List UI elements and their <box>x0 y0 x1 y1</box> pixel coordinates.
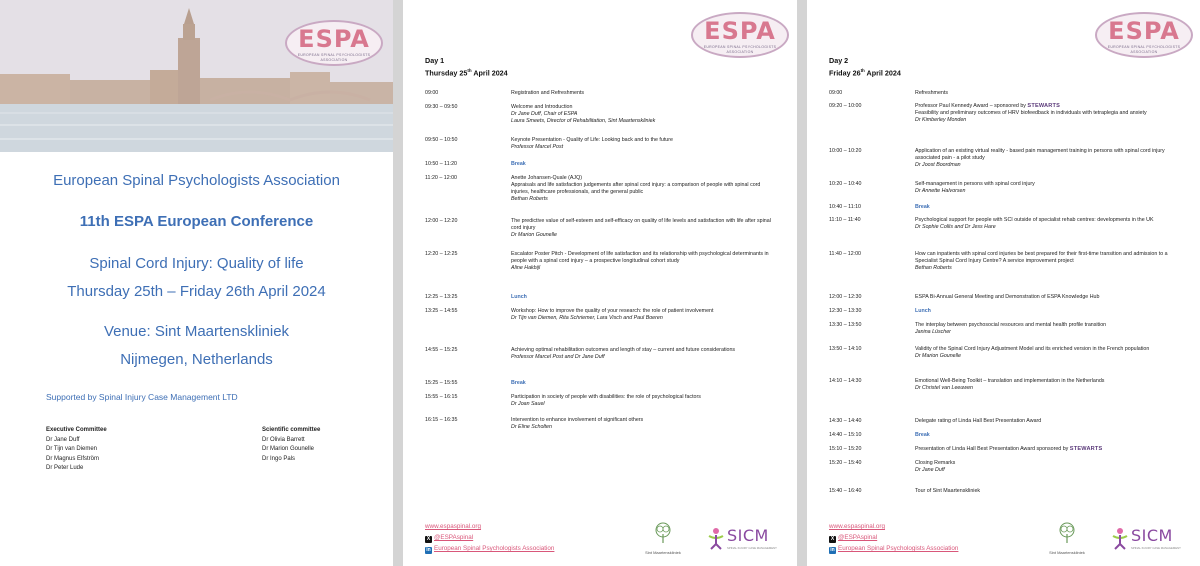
session-title: Validity of the Spinal Cord Injury Adjustment Model and its enriched version in the French population <box>915 346 1150 352</box>
x-icon: X <box>830 536 835 542</box>
association-name: European Spinal Psychologists Association <box>53 172 340 189</box>
session-block <box>511 104 771 125</box>
session-title: Escalator Poster Pitch - Development of life satisfaction and its relationship with psychological determinants in people with a spinal cord injury – a prospective longitudinal cohort study <box>511 251 769 264</box>
session-title: Achieving optimal rehabilitation outcomes and length of stay – current and future considerations <box>511 347 736 353</box>
session-speaker: Dr Joost Boordman <box>915 162 961 168</box>
session-title: Delegate rating of Linda Hall Best Presentation Award <box>915 418 1042 424</box>
session-block <box>915 322 1175 336</box>
session-title-line <box>915 103 1175 110</box>
day-date-sup: th <box>467 68 472 73</box>
day1-heading <box>425 56 508 78</box>
session-block <box>915 181 1175 195</box>
day2-heading <box>829 56 901 78</box>
session-title: The interplay between psychosocial resources and mental health profile transition <box>915 322 1107 328</box>
page-footer <box>829 521 958 554</box>
session-speaker: Dr Kimberley Monden <box>915 117 967 123</box>
day-label: Day 1 <box>425 56 445 65</box>
session-title: The predictive value of self-esteem and self-efficacy on quality of life levels and satisfaction with life after spinal cord injury <box>511 218 771 231</box>
session-block <box>511 394 771 408</box>
sicm-word: SICM <box>727 526 769 545</box>
sint-maartenskliniek-logo <box>641 522 685 556</box>
session-title: Anette Johansen-Quale (AJQ) <box>511 175 582 181</box>
session-block <box>915 346 1175 360</box>
time-slot: 10:00 – 10:20 <box>829 148 862 154</box>
session-speaker: Dr Marion Gounelle <box>915 353 961 359</box>
day-date <box>425 66 508 78</box>
time-slot: 14:30 – 14:40 <box>829 418 862 424</box>
linkedin-icon: in <box>830 547 835 553</box>
time-slot: 13:25 – 14:55 <box>425 308 458 314</box>
session-speaker: Dr Annette Halvorsen <box>915 188 966 194</box>
session-speaker: Laura Smeets, Director of Rehabilitation, Sint Maartenskliniek <box>511 118 656 124</box>
x-icon: X <box>426 536 431 542</box>
time-slot: 14:10 – 14:30 <box>829 378 862 384</box>
sm-name: Sint Maartenskliniek <box>1049 550 1085 555</box>
session-title: Emotional Well-Being Toolkit – translation and implementation in the Netherlands <box>915 378 1105 384</box>
day-date-prefix: Friday 26 <box>829 68 861 78</box>
sicm-figure-icon <box>1109 526 1131 550</box>
scientific-committee <box>262 426 320 464</box>
time-slot: 16:15 – 16:35 <box>425 417 458 423</box>
session-speaker: Janina Lüscher <box>915 329 951 335</box>
session-block <box>915 378 1175 392</box>
committee-member: Dr Marion Gounelle <box>262 446 315 452</box>
x-handle-link[interactable]: @ESPAspinal <box>838 534 878 541</box>
time-slot: 13:30 – 13:50 <box>829 322 862 328</box>
venue-name: Venue: Sint Maartenskliniek <box>103 323 290 340</box>
committee-title: Scientific committee <box>262 427 321 433</box>
session-title: Registration and Refreshments <box>511 90 585 96</box>
session-block <box>511 175 771 203</box>
time-slot: 11:10 – 11:40 <box>829 217 861 223</box>
sponsor-statement: Supported by Spinal Injury Case Management LTD <box>46 392 238 402</box>
session-speaker: Aline Hakbijl <box>511 265 541 271</box>
session-subtitle: Feasibility and preliminary outcomes of HRV biofeedback in individuals with tetraplegia and anxiety <box>915 110 1147 116</box>
sicm-logo <box>705 526 775 556</box>
session-title: How can inpatients with spinal cord injuries be best prepared for their first-time transition and admission to a Specialist Spinal Cord Injury Centre? A service improvement project <box>915 251 1168 264</box>
day-date <box>829 66 901 78</box>
sicm-subtitle: SPINAL INJURY CASE MANAGEMENT <box>727 546 777 550</box>
session-title: Participation in society of people with disabilities: the role of psychological factors <box>511 394 701 400</box>
sicm-figure-icon <box>705 526 727 550</box>
time-slot: 14:55 – 15:25 <box>425 347 458 353</box>
sicm-logo <box>1109 526 1179 556</box>
session-speaker: Dr Jane Duff <box>915 467 945 473</box>
tree-icon <box>1056 522 1078 544</box>
linkedin-icon: in <box>426 547 431 553</box>
espa-logo-word: ESPA <box>1108 17 1180 45</box>
session-title: Lunch <box>511 294 527 300</box>
session-title: Intervention to enhance involvement of significant others <box>511 417 644 423</box>
session-title: Break <box>915 432 930 438</box>
time-slot: 14:40 – 15:10 <box>829 432 862 438</box>
cover-page <box>0 0 393 566</box>
committee-member: Dr Tijn van Diemen <box>46 446 98 452</box>
espa-logo <box>285 20 383 66</box>
time-slot: 09:00 <box>425 90 439 96</box>
committee-member: Dr Peter Lude <box>46 465 84 471</box>
time-slot: 15:10 – 15:20 <box>829 446 862 452</box>
stewarts-sponsor-logo: STEWARTS <box>1027 103 1061 109</box>
session-title: Tour of Sint Maartenskliniek <box>915 488 981 494</box>
sm-name: Sint Maartenskliniek <box>645 550 681 555</box>
espa-logo <box>691 12 789 58</box>
time-slot: 11:20 – 12:00 <box>425 175 458 181</box>
session-block <box>511 417 771 431</box>
session-speaker: Dr Marion Gounelle <box>511 232 557 238</box>
sicm-subtitle: SPINAL INJURY CASE MANAGEMENT <box>1131 546 1181 550</box>
session-title-line <box>915 446 1175 453</box>
session-block <box>915 103 1175 124</box>
session-title: Presentation of Linda Hall Best Presentation Award sponsored by <box>915 446 1070 452</box>
website-link[interactable]: www.espaspinal.org <box>829 523 886 530</box>
day-date-suffix: April 2024 <box>471 68 508 78</box>
session-block <box>915 148 1175 169</box>
conference-dates: Thursday 25th – Friday 26th April 2024 <box>67 283 326 300</box>
sicm-word: SICM <box>1131 526 1173 545</box>
session-subtitle: Appraisals and life satisfaction judgements after spinal cord injury: a comparison of people with spinal cord injuries, healthcare professionals, and the general public <box>511 182 761 195</box>
conference-theme: Spinal Cord Injury: Quality of life <box>89 255 304 272</box>
session-speaker: Professor Marcel Post and Dr Jane Duff <box>511 354 605 360</box>
time-slot: 13:50 – 14:10 <box>829 346 862 352</box>
website-link[interactable]: www.espaspinal.org <box>425 523 482 530</box>
session-speaker: Dr Jane Duff, Chair of ESPA <box>511 111 578 117</box>
session-title: Psychological support for people with SCI outside of specialist rehab centres: developments in the UK <box>915 217 1154 223</box>
committee-member: Dr Magnus Elfström <box>46 455 100 462</box>
x-handle-link[interactable]: @ESPAspinal <box>434 534 474 541</box>
linkedin-link[interactable]: European Spinal Psychologists Association <box>838 545 959 552</box>
espa-logo-subtitle: EUROPEAN SPINAL PSYCHOLOGISTS ASSOCIATION <box>703 45 777 54</box>
time-slot: 09:20 – 10:00 <box>829 103 862 109</box>
time-slot: 12:25 – 13:25 <box>425 294 458 300</box>
day-label: Day 2 <box>829 56 849 65</box>
linkedin-link[interactable]: European Spinal Psychologists Association <box>434 545 555 552</box>
session-block <box>511 251 771 272</box>
time-slot: 11:40 – 12:00 <box>829 251 862 257</box>
session-title: Lunch <box>915 308 931 314</box>
day-date-sup: th <box>860 68 865 73</box>
espa-logo-subtitle: EUROPEAN SPINAL PSYCHOLOGISTS ASSOCIATION <box>297 53 371 62</box>
espa-logo-subtitle: EUROPEAN SPINAL PSYCHOLOGISTS ASSOCIATION <box>1107 45 1181 54</box>
session-title: ESPA Bi-Annual General Meeting and Demonstration of ESPA Knowledge Hub <box>915 294 1100 300</box>
time-slot: 15:55 – 16:15 <box>425 394 458 400</box>
session-title: Self-management in persons with spinal cord injury <box>915 181 1035 187</box>
executive-committee <box>46 426 107 474</box>
committee-title: Executive Committee <box>46 427 107 433</box>
day1-page <box>403 0 797 566</box>
tree-icon <box>652 522 674 544</box>
time-slot: 12:00 – 12:20 <box>425 218 458 224</box>
session-block <box>511 347 771 361</box>
session-title: Welcome and Introduction <box>511 104 573 110</box>
day2-page <box>807 0 1200 566</box>
session-title: Keynote Presentation - Quality of Life: Looking back and to the future <box>511 137 673 143</box>
committee-member: Dr Olivia Barrett <box>262 436 305 443</box>
sint-maartenskliniek-logo <box>1045 522 1089 556</box>
session-block <box>511 308 771 322</box>
session-speaker: Dr Sophie Collis and Dr Jess Hare <box>915 224 996 230</box>
time-slot: 15:25 – 15:55 <box>425 380 458 386</box>
session-title: Workshop: How to improve the quality of your research: the role of patient involvement <box>511 308 714 314</box>
session-speaker: Bethan Roberts <box>915 265 952 271</box>
session-title: Application of an existing virtual reality - based pain management training in persons with spinal cord injury associated pain - a pilot study <box>915 148 1165 161</box>
session-block <box>915 251 1175 272</box>
day-date-prefix: Thursday 25 <box>425 68 468 78</box>
session-title: Break <box>915 204 930 210</box>
time-slot: 15:20 – 15:40 <box>829 460 862 466</box>
venue-location: Nijmegen, Netherlands <box>120 351 273 368</box>
session-speaker: Bethan Roberts <box>511 196 548 202</box>
session-title: Refreshments <box>915 90 948 96</box>
session-title: Closing Remarks <box>915 460 956 466</box>
espa-logo-word: ESPA <box>704 17 776 45</box>
session-speaker: Professor Marcel Post <box>511 144 564 150</box>
time-slot: 10:40 – 11:10 <box>829 204 862 210</box>
session-title: Break <box>511 161 526 167</box>
time-slot: 12:30 – 13:30 <box>829 308 862 314</box>
espa-logo-word: ESPA <box>298 25 370 53</box>
session-speaker: Dr Christel van Leeuwen <box>915 385 973 391</box>
session-speaker: Dr Joan Sauel <box>511 401 545 407</box>
session-block <box>511 218 771 239</box>
session-title: Professor Paul Kennedy Award – sponsored by <box>915 103 1028 109</box>
espa-logo <box>1095 12 1193 58</box>
page-footer <box>425 521 554 554</box>
time-slot: 09:50 – 10:50 <box>425 137 458 143</box>
session-block <box>915 460 1175 474</box>
session-title: Break <box>511 380 526 386</box>
day-date-suffix: April 2024 <box>864 68 901 78</box>
time-slot: 10:20 – 10:40 <box>829 181 862 187</box>
time-slot: 09:30 – 09:50 <box>425 104 458 110</box>
time-slot: 15:40 – 16:40 <box>829 488 862 494</box>
time-slot: 12:20 – 12:25 <box>425 251 458 257</box>
conference-title: 11th ESPA European Conference <box>79 213 314 230</box>
session-speaker: Dr Eline Scholten <box>511 424 552 430</box>
session-block <box>915 217 1175 231</box>
session-speaker: Dr Tijn van Diemen, Rita Schriemer, Lara Visch and Paul Boeren <box>511 315 663 321</box>
committee-member: Dr Jane Duff <box>46 436 80 443</box>
time-slot: 12:00 – 12:30 <box>829 294 862 300</box>
time-slot: 10:50 – 11:20 <box>425 161 458 167</box>
stewarts-sponsor-logo: STEWARTS <box>1069 446 1103 452</box>
session-block <box>511 137 771 151</box>
time-slot: 09:00 <box>829 90 843 96</box>
committee-member: Dr Ingo Pals <box>262 455 296 462</box>
